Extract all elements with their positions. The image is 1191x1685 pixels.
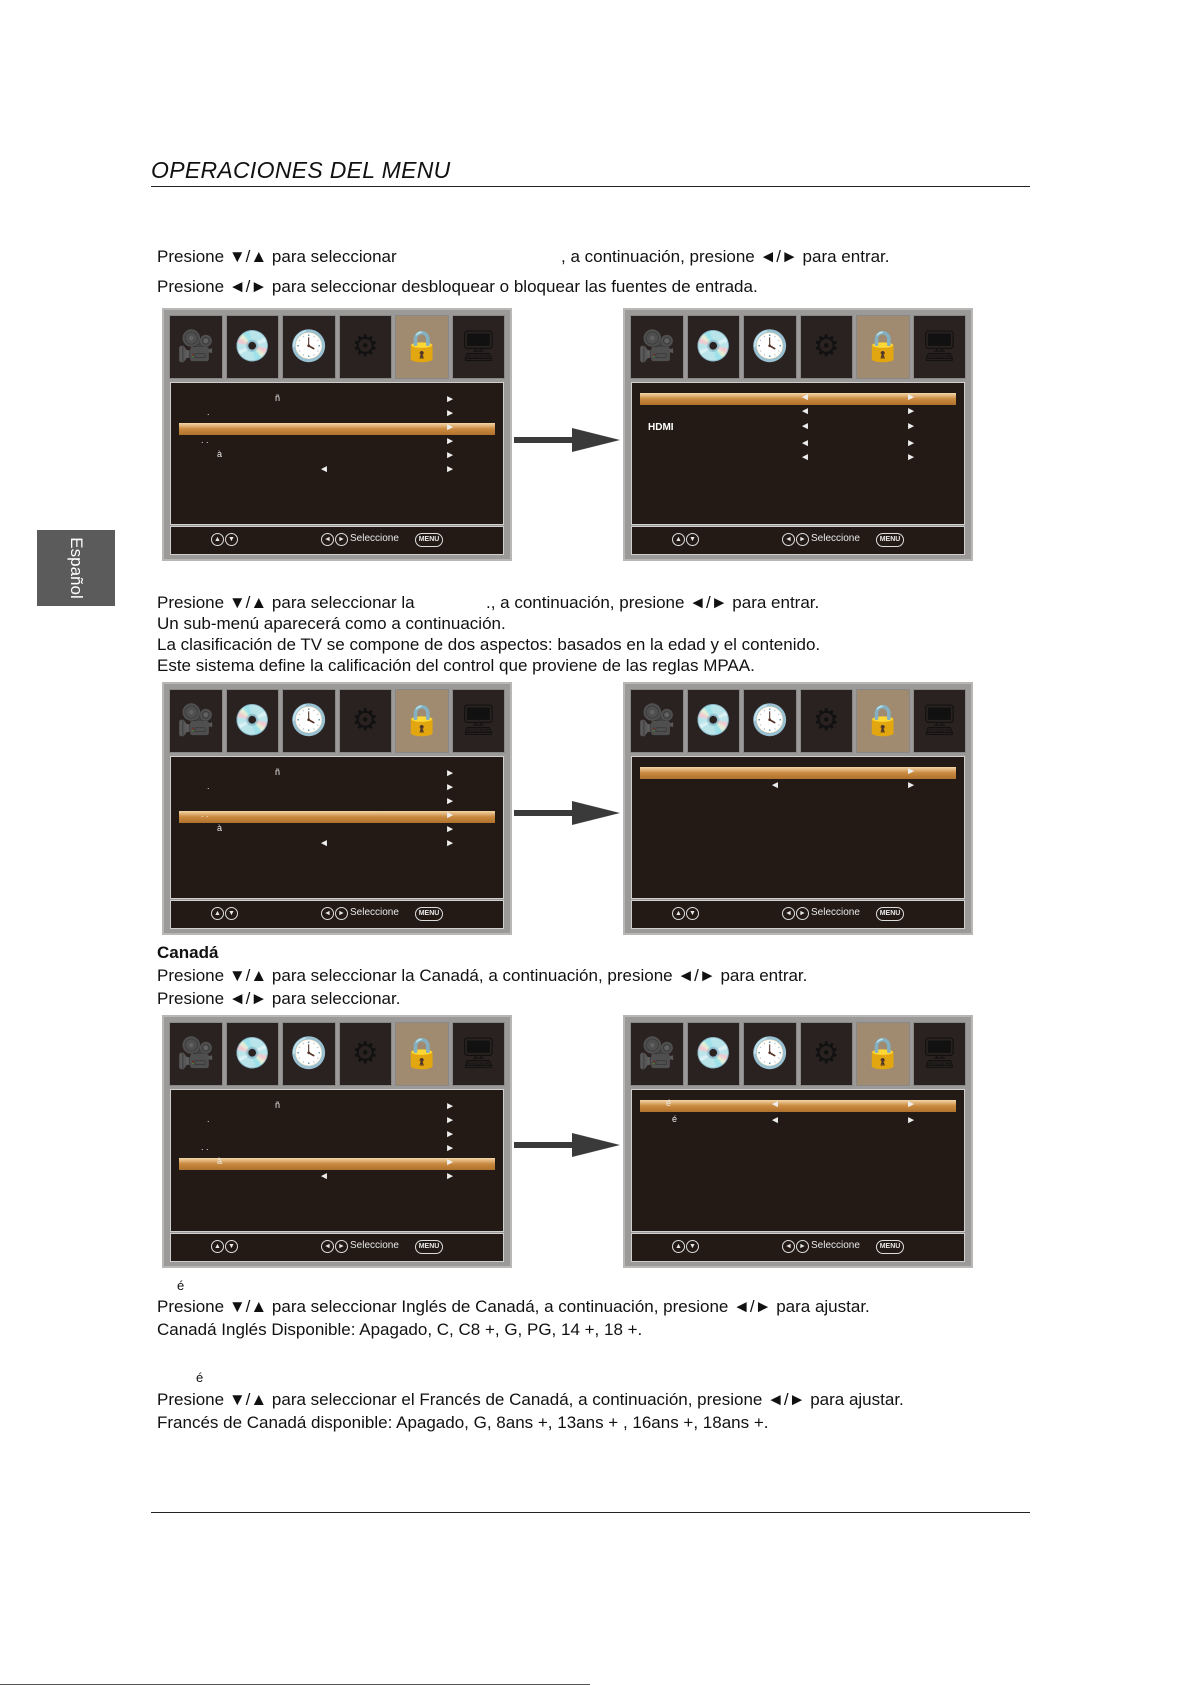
menu-button-icon: MENU — [415, 907, 443, 921]
right-arrow-icon: ► — [906, 392, 916, 403]
footer-select-label: Seleccione — [811, 533, 860, 544]
footer-select-label: Seleccione — [350, 533, 399, 544]
right-arrow-icon: ► — [445, 1129, 455, 1140]
camera-icon: 🎥 — [177, 330, 215, 363]
accent-mark: . — [207, 781, 210, 791]
camera-icon: 🎥 — [177, 704, 215, 737]
menu-row[interactable] — [640, 407, 956, 419]
left-arrow-icon: ◄ — [319, 464, 329, 475]
disc-icon: 💿 — [233, 1037, 271, 1070]
down-button-icon: ▼ — [225, 1240, 238, 1253]
up-button-icon: ▲ — [672, 533, 685, 546]
menu-row[interactable] — [179, 811, 495, 823]
left-arrow-icon: ◄ — [800, 452, 810, 463]
disc-icon: 💿 — [694, 1037, 732, 1070]
gear-icon: ⚙ — [351, 704, 379, 737]
menu-tab-disc[interactable] — [226, 315, 280, 379]
menu-tab-clock[interactable] — [282, 315, 336, 379]
down-button-icon: ▼ — [686, 533, 699, 546]
menu-tab-camera[interactable] — [169, 1022, 223, 1086]
lock-icon: 🔒 — [864, 330, 902, 363]
right-button-icon: ► — [335, 533, 348, 546]
left-button-icon: ◄ — [321, 533, 334, 546]
camera-icon: 🎥 — [638, 704, 676, 737]
disc-icon: 💿 — [694, 330, 732, 363]
right-arrow-icon: ► — [906, 438, 916, 449]
e-accent-2: é — [196, 1370, 204, 1385]
menu-row[interactable] — [179, 1158, 495, 1170]
menu-tab-clock[interactable] — [282, 1022, 336, 1086]
paragraph-7: Presione ▼/▲ para seleccionar la Canadá, a continuación, presione ◄/► para entrar. — [157, 966, 808, 985]
paragraph-3a: Presione ▼/▲ para seleccionar la — [157, 593, 415, 612]
right-arrow-icon: ► — [906, 1099, 916, 1110]
clock-icon: 🕓 — [290, 1037, 328, 1070]
accent-mark: . — [207, 1114, 210, 1124]
menu-tab-gear[interactable] — [339, 315, 393, 379]
menu-tab-disc[interactable] — [687, 689, 741, 753]
menu-footer — [170, 1233, 504, 1262]
right-arrow-icon: ► — [445, 1171, 455, 1182]
right-arrow-icon: ► — [445, 768, 455, 779]
menu-row[interactable] — [640, 781, 956, 793]
menu-row[interactable] — [179, 451, 495, 463]
clock-icon: 🕓 — [751, 1037, 789, 1070]
canada-heading: Canadá — [157, 943, 219, 962]
menu-icon-bar — [169, 689, 505, 753]
tv-menu-screen-4 — [623, 682, 973, 935]
right-arrow-icon: ► — [445, 838, 455, 849]
left-button-icon: ◄ — [321, 907, 334, 920]
footer-select-label: Seleccione — [811, 907, 860, 918]
camera-icon: 🎥 — [638, 330, 676, 363]
gear-icon: ⚙ — [351, 330, 379, 363]
right-arrow-icon: ► — [445, 1157, 455, 1168]
menu-tab-lock[interactable] — [856, 689, 910, 753]
menu-tab-gear[interactable] — [339, 689, 393, 753]
left-button-icon: ◄ — [782, 1240, 795, 1253]
clock-icon: 🕓 — [290, 330, 328, 363]
menu-tab-camera[interactable] — [630, 1022, 684, 1086]
right-button-icon: ► — [796, 1240, 809, 1253]
menu-footer — [170, 526, 504, 555]
accent-mark: é — [666, 1098, 672, 1108]
right-arrow-icon: ► — [445, 1101, 455, 1112]
menu-tab-camera[interactable] — [630, 315, 684, 379]
menu-list-panel — [631, 382, 965, 525]
disc-icon: 💿 — [233, 330, 271, 363]
menu-tab-clock[interactable] — [743, 1022, 797, 1086]
down-button-icon: ▼ — [225, 533, 238, 546]
right-arrow-icon: ► — [906, 406, 916, 417]
menu-list-panel — [170, 1089, 504, 1232]
gear-icon: ⚙ — [351, 1037, 379, 1070]
menu-row[interactable] — [179, 783, 495, 795]
menu-row[interactable] — [640, 439, 956, 451]
menu-row[interactable] — [640, 393, 956, 405]
clock-icon: 🕓 — [751, 704, 789, 737]
menu-row[interactable] — [179, 825, 495, 837]
menu-row[interactable] — [179, 409, 495, 421]
camera-icon: 🎥 — [177, 1037, 215, 1070]
transition-arrow-icon — [514, 801, 622, 825]
right-arrow-icon: ► — [906, 766, 916, 777]
menu-row[interactable] — [640, 453, 956, 465]
paragraph-1a: Presione ▼/▲ para seleccionar — [157, 247, 397, 266]
right-arrow-icon: ► — [906, 452, 916, 463]
right-arrow-icon: ► — [445, 824, 455, 835]
menu-button-icon: MENU — [415, 533, 443, 547]
menu-row[interactable] — [179, 395, 495, 407]
right-arrow-icon: ► — [445, 394, 455, 405]
right-button-icon: ► — [796, 533, 809, 546]
gear-icon: ⚙ — [812, 330, 840, 363]
monitor-icon: 🖥 — [920, 704, 959, 737]
footer-select-label: Seleccione — [350, 907, 399, 918]
tv-menu-screen-3 — [162, 682, 512, 935]
accent-mark: . . — [201, 1142, 209, 1152]
menu-tab-monitor[interactable] — [913, 1022, 967, 1086]
menu-button-icon: MENU — [415, 1240, 443, 1254]
lock-icon: 🔒 — [403, 1037, 441, 1070]
right-arrow-icon: ► — [445, 464, 455, 475]
paragraph-2: Presione ◄/► para seleccionar desbloquear o bloquear las fuentes de entrada. — [157, 277, 758, 296]
menu-row[interactable] — [179, 1144, 495, 1156]
footer-select-label: Seleccione — [811, 1240, 860, 1251]
down-button-icon: ▼ — [225, 907, 238, 920]
left-button-icon: ◄ — [782, 907, 795, 920]
up-button-icon: ▲ — [211, 1240, 224, 1253]
transition-arrow-icon — [514, 428, 622, 452]
camera-icon: 🎥 — [638, 1037, 676, 1070]
menu-icon-bar — [169, 1022, 505, 1086]
lock-icon: 🔒 — [864, 1037, 902, 1070]
menu-icon-bar — [630, 1022, 966, 1086]
right-arrow-icon: ► — [445, 810, 455, 821]
menu-row[interactable] — [179, 465, 495, 477]
menu-row[interactable] — [179, 839, 495, 851]
title-rule — [151, 186, 1030, 187]
up-button-icon: ▲ — [672, 907, 685, 920]
menu-row[interactable] — [640, 422, 956, 434]
menu-tab-gear[interactable] — [800, 1022, 854, 1086]
lock-icon: 🔒 — [403, 704, 441, 737]
right-arrow-icon: ► — [445, 782, 455, 793]
right-arrow-icon: ► — [906, 421, 916, 432]
left-arrow-icon: ◄ — [800, 421, 810, 432]
menu-tab-lock[interactable] — [395, 689, 449, 753]
menu-row[interactable] — [179, 797, 495, 809]
menu-row[interactable] — [640, 1100, 956, 1112]
tv-menu-screen-1 — [162, 308, 512, 561]
accent-mark: à — [217, 1156, 223, 1166]
language-side-tab — [37, 530, 115, 606]
accent-mark: é — [672, 1114, 678, 1124]
right-arrow-icon: ► — [445, 422, 455, 433]
left-arrow-icon: ◄ — [770, 1115, 780, 1126]
menu-tab-lock[interactable] — [395, 315, 449, 379]
menu-tab-gear[interactable] — [800, 315, 854, 379]
monitor-icon: 🖥 — [920, 330, 959, 363]
menu-tab-clock[interactable] — [743, 689, 797, 753]
gear-icon: ⚙ — [812, 704, 840, 737]
menu-tab-monitor[interactable] — [452, 689, 506, 753]
menu-row[interactable] — [640, 1116, 956, 1128]
left-arrow-icon: ◄ — [800, 392, 810, 403]
left-arrow-icon: ◄ — [800, 406, 810, 417]
up-button-icon: ▲ — [211, 533, 224, 546]
right-arrow-icon: ► — [445, 796, 455, 807]
menu-row[interactable] — [179, 769, 495, 781]
footer-select-label: Seleccione — [350, 1240, 399, 1251]
menu-tab-gear[interactable] — [339, 1022, 393, 1086]
menu-tab-monitor[interactable] — [913, 689, 967, 753]
menu-icon-bar — [630, 315, 966, 379]
menu-tab-clock[interactable] — [282, 689, 336, 753]
paragraph-6: Este sistema define la calificación del control que proviene de las reglas MPAA. — [157, 656, 755, 675]
monitor-icon: 🖥 — [459, 330, 498, 363]
menu-button-icon: MENU — [876, 533, 904, 547]
monitor-icon: 🖥 — [459, 704, 498, 737]
menu-tab-disc[interactable] — [226, 689, 280, 753]
paragraph-10: Canadá Inglés Disponible: Apagado, C, C8 +, G, PG, 14 +, 18 +. — [157, 1320, 643, 1339]
paragraph-11: Presione ▼/▲ para seleccionar el Francés de Canadá, a continuación, presione ◄/► para ajustar. — [157, 1390, 904, 1409]
page-title: OPERACIONES DEL MENU — [151, 157, 451, 183]
monitor-icon: 🖥 — [920, 1037, 959, 1070]
right-arrow-icon: ► — [906, 1115, 916, 1126]
right-button-icon: ► — [335, 907, 348, 920]
accent-mark: à — [217, 449, 223, 459]
menu-tab-monitor[interactable] — [452, 1022, 506, 1086]
menu-icon-bar — [169, 315, 505, 379]
menu-row[interactable] — [179, 437, 495, 449]
transition-arrow-icon — [514, 1133, 622, 1157]
left-arrow-icon: ◄ — [800, 438, 810, 449]
menu-row[interactable] — [179, 423, 495, 435]
paragraph-12: Francés de Canadá disponible: Apagado, G, 8ans +, 13ans + , 16ans +, 18ans +. — [157, 1413, 769, 1432]
menu-list-panel — [631, 1089, 965, 1232]
clock-icon: 🕓 — [751, 330, 789, 363]
gear-icon: ⚙ — [812, 1037, 840, 1070]
menu-tab-disc[interactable] — [226, 1022, 280, 1086]
menu-footer — [631, 1233, 965, 1262]
tv-menu-screen-5 — [162, 1015, 512, 1268]
lock-icon: 🔒 — [864, 704, 902, 737]
right-arrow-icon: ► — [445, 1143, 455, 1154]
menu-tab-disc[interactable] — [687, 315, 741, 379]
left-arrow-icon: ◄ — [770, 1099, 780, 1110]
right-button-icon: ► — [796, 907, 809, 920]
menu-button-icon: MENU — [876, 1240, 904, 1254]
accent-mark: . . — [201, 809, 209, 819]
paragraph-8: Presione ◄/► para seleccionar. — [157, 989, 401, 1008]
left-arrow-icon: ◄ — [770, 780, 780, 791]
menu-row[interactable] — [640, 767, 956, 779]
left-button-icon: ◄ — [321, 1240, 334, 1253]
accent-mark: ñ — [275, 393, 281, 403]
menu-row[interactable] — [179, 1102, 495, 1114]
menu-tab-clock[interactable] — [743, 315, 797, 379]
menu-button-icon: MENU — [876, 907, 904, 921]
menu-tab-lock[interactable] — [856, 315, 910, 379]
paragraph-1b: , a continuación, presione ◄/► para entrar. — [561, 247, 890, 266]
left-button-icon: ◄ — [782, 533, 795, 546]
menu-tab-lock[interactable] — [395, 1022, 449, 1086]
accent-mark: . — [207, 407, 210, 417]
footer-rule — [151, 1512, 1030, 1513]
left-arrow-icon: ◄ — [319, 1171, 329, 1182]
menu-tab-camera[interactable] — [169, 689, 223, 753]
menu-footer — [631, 900, 965, 929]
right-arrow-icon: ► — [445, 408, 455, 419]
accent-mark: ñ — [275, 767, 281, 777]
menu-tab-camera[interactable] — [169, 315, 223, 379]
accent-mark: à — [217, 823, 223, 833]
clock-icon: 🕓 — [290, 704, 328, 737]
up-button-icon: ▲ — [211, 907, 224, 920]
right-arrow-icon: ► — [906, 780, 916, 791]
down-button-icon: ▼ — [686, 907, 699, 920]
accent-mark: . . — [201, 435, 209, 445]
accent-mark: ñ — [275, 1100, 281, 1110]
right-arrow-icon: ► — [445, 450, 455, 461]
paragraph-3b: ., a continuación, presione ◄/► para entrar. — [486, 593, 820, 612]
up-button-icon: ▲ — [672, 1240, 685, 1253]
menu-icon-bar — [630, 689, 966, 753]
left-arrow-icon: ◄ — [319, 838, 329, 849]
menu-tab-gear[interactable] — [800, 689, 854, 753]
menu-tab-camera[interactable] — [630, 689, 684, 753]
tv-menu-screen-6 — [623, 1015, 973, 1268]
menu-row[interactable] — [179, 1116, 495, 1128]
paragraph-9: Presione ▼/▲ para seleccionar Inglés de Canadá, a continuación, presione ◄/► para ajustar. — [157, 1297, 870, 1316]
paragraph-5: La clasificación de TV se compone de dos aspectos: basados en la edad y el contenido. — [157, 635, 821, 654]
right-button-icon: ► — [335, 1240, 348, 1253]
right-arrow-icon: ► — [445, 1115, 455, 1126]
tv-menu-screen-2 — [623, 308, 973, 561]
menu-row[interactable] — [179, 1130, 495, 1142]
monitor-icon: 🖥 — [459, 1037, 498, 1070]
language-side-tab-label: Español — [67, 537, 86, 599]
lock-icon: 🔒 — [403, 330, 441, 363]
menu-list-panel — [170, 756, 504, 899]
disc-icon: 💿 — [694, 704, 732, 737]
e-accent-1: é — [177, 1278, 185, 1293]
menu-row[interactable] — [179, 1172, 495, 1184]
hdmi-label: HDMI — [648, 422, 674, 433]
paragraph-4: Un sub-menú aparecerá como a continuación. — [157, 614, 506, 633]
right-arrow-icon: ► — [445, 436, 455, 447]
menu-tab-disc[interactable] — [687, 1022, 741, 1086]
menu-footer — [631, 526, 965, 555]
menu-footer — [170, 900, 504, 929]
menu-list-panel — [631, 756, 965, 899]
menu-list-panel — [170, 382, 504, 525]
down-button-icon: ▼ — [686, 1240, 699, 1253]
menu-tab-monitor[interactable] — [452, 315, 506, 379]
menu-tab-lock[interactable] — [856, 1022, 910, 1086]
disc-icon: 💿 — [233, 704, 271, 737]
menu-tab-monitor[interactable] — [913, 315, 967, 379]
